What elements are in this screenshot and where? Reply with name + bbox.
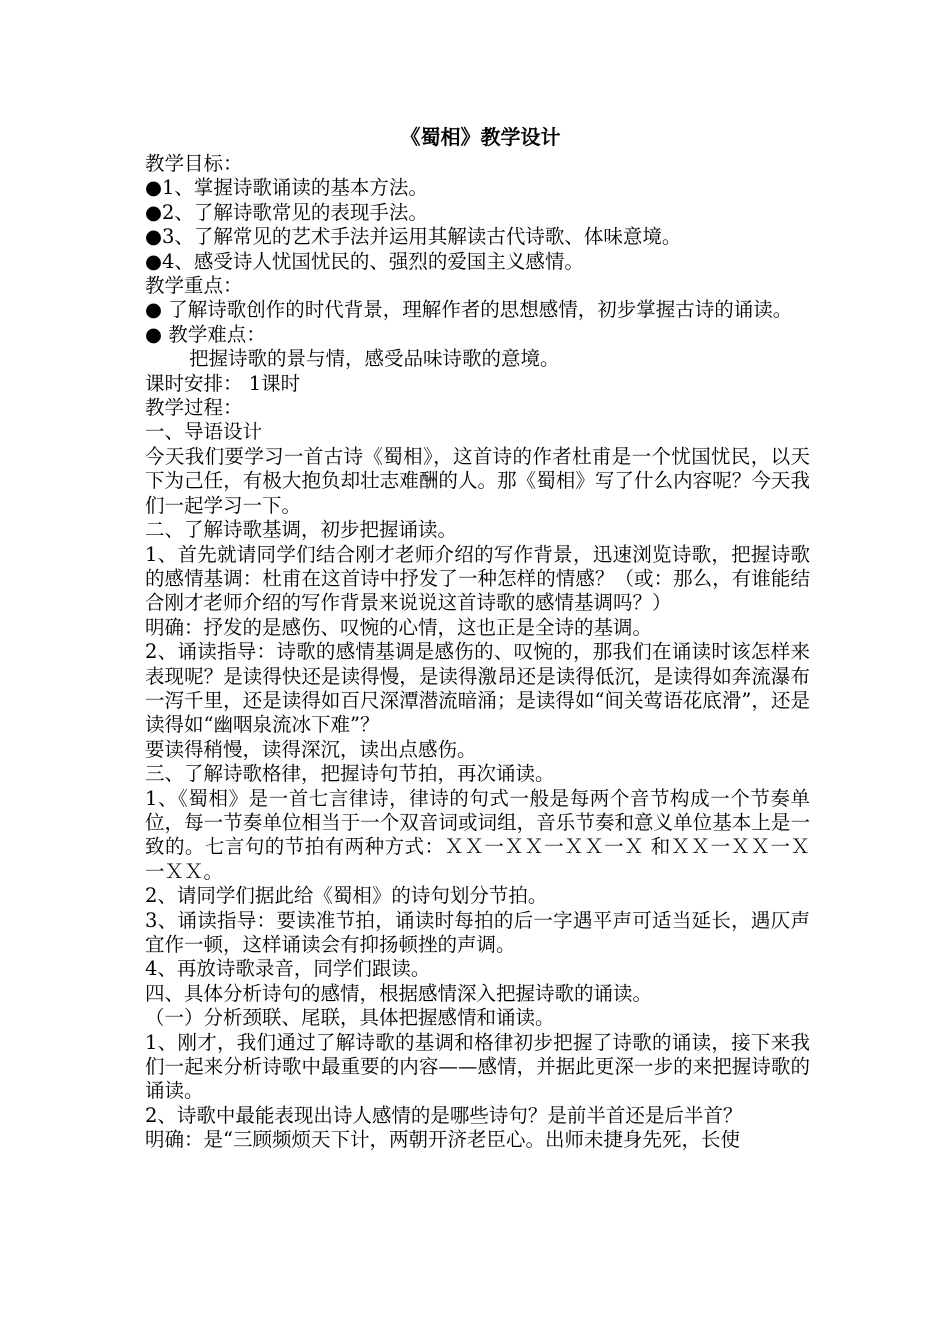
paragraph: 课时安排： 1课时	[145, 371, 301, 395]
paragraph: ●3、了解常见的艺术手法并运用其解读古代诗歌、体味意境。	[145, 225, 682, 249]
document-page	[145, 122, 810, 1153]
paragraph: 2、请同学们据此给《蜀相》的诗句划分节拍。	[145, 884, 548, 908]
document-title: 《蜀相》教学设计	[400, 125, 561, 149]
paragraph: ● 了解诗歌创作的时代背景，理解作者的思想感情，初步掌握古诗的诵读。	[145, 298, 793, 322]
paragraph: 1、刚才，我们通过了解诗歌的基调和格律初步把握了诗歌的诵读，接下来我们一起来分析诗歌中最重要的内容——感情，并据此更深一步的来把握诗歌的诵读。	[145, 1030, 810, 1103]
paragraph: ●2、了解诗歌常见的表现手法。	[145, 200, 428, 224]
paragraph: 二、了解诗歌基调，初步把握诵读。	[145, 518, 458, 542]
paragraph: 明确：是“三顾频烦天下计，两朝开济老臣心。出师未捷身先死，长使	[145, 1128, 740, 1152]
paragraph: 1、首先就请同学们结合刚才老师介绍的写作背景，迅速浏览诗歌，把握诗歌的感情基调：杜甫在这首诗中抒发了一种怎样的情感？（或：那么，有谁能结合刚才老师介绍的写作背景来说说这首诗歌的感情基调吗？）	[145, 542, 810, 615]
paragraph: 把握诗歌的景与情，感受品味诗歌的意境。	[189, 347, 560, 371]
paragraph: 三、了解诗歌格律，把握诗句节拍，再次诵读。	[145, 762, 555, 786]
paragraph: 2、诗歌中最能表现出诗人感情的是哪些诗句？是前半首还是后半首？	[145, 1103, 743, 1127]
paragraph: ● 教学难点：	[145, 322, 266, 346]
paragraph: 2、诵读指导：诗歌的感情基调是感伤的、叹惋的，那我们在诵读时该怎样来表现呢？是读得快还是读得慢，是读得激昂还是读得低沉，是读得如奔流瀑布一泻千里，还是读得如百尺深潭潜流暗涌；是读得如“间关莺语花底滑”，还是读得如“幽咽泉流冰下难”？	[145, 640, 810, 737]
paragraph: 要读得稍慢，读得深沉，读出点感伤。	[145, 737, 477, 761]
paragraph: 教学过程：	[145, 396, 243, 420]
paragraph: 3、诵读指导：要读准节拍，诵读时每拍的后一字遇平声可适当延长，遇仄声宜作一顿，这样诵读会有抑扬顿挫的声调。	[145, 908, 810, 956]
document-body	[145, 152, 810, 1153]
paragraph: 今天我们要学习一首古诗《蜀相》，这首诗的作者杜甫是一个忧国忧民，以天下为己任，有极大抱负却壮志难酬的人。那《蜀相》写了什么内容呢？今天我们一起学习一下。	[145, 444, 810, 517]
paragraph: （一）分析颈联、尾联，具体把握感情和诵读。	[145, 1006, 555, 1030]
paragraph: 四、具体分析诗句的感情，根据感情深入把握诗歌的诵读。	[145, 981, 653, 1005]
paragraph: 一、导语设计	[145, 420, 263, 444]
paragraph: 4、再放诗歌录音，同学们跟读。	[145, 957, 431, 981]
paragraph: 1、《蜀相》是一首七言律诗，律诗的句式一般是每两个音节构成一个节奏单位，每一节奏单位相当于一个双音词或词组，音乐节奏和意义单位基本上是一致的。七言句的节拍有两种方式：ＸＸ一ＸＸ一ＸＸ一Ｘ 和ＸＸ一ＸＸ一Ｘ一ＸＸ。	[145, 786, 810, 883]
paragraph: ●1、掌握诗歌诵读的基本方法。	[145, 176, 428, 200]
paragraph: 教学重点：	[145, 274, 243, 298]
paragraph: 教学目标：	[145, 152, 243, 175]
paragraph: ●4、感受诗人忧国忧民的、强烈的爱国主义感情。	[145, 249, 584, 273]
paragraph: 明确：抒发的是感伤、叹惋的心情，这也正是全诗的基调。	[145, 615, 653, 639]
